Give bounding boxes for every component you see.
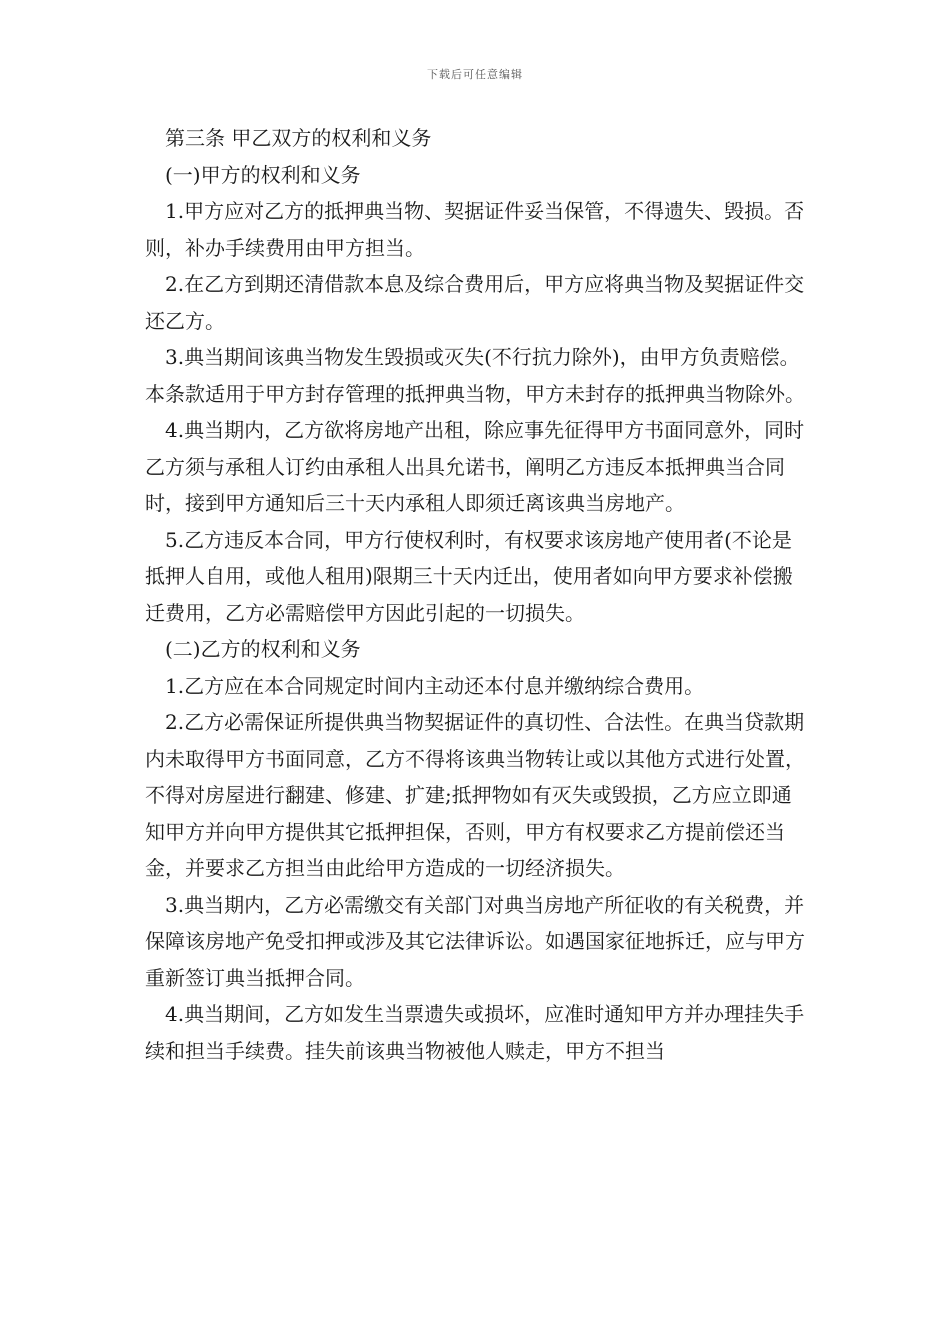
party-a-clause-3: 3.典当期间该典当物发生毁损或灭失(不行抗力除外)，由甲方负责赔偿。本条款适用于甲方封存管理的抵押典当物，甲方未封存的抵押典当物除外。 <box>145 345 805 406</box>
party-a-clause-5: 5.乙方违反本合同，甲方行使权利时，有权要求该房地产使用者(不论是抵押人自用，或他人租用)限期三十天内迁出，使用者如向甲方要求补偿搬迁费用，乙方必需赔偿甲方因此引起的一切损失。 <box>145 527 793 625</box>
party-b-clause-3: 3.典当期内，乙方必需缴交有关部门对典当房地产所征收的有关税费，并保障该房地产免受扣押或涉及其它法律诉讼。如遇国家征地拆迁，应与甲方重新签订典当抵押合同。 <box>145 892 805 990</box>
party-a-clause-4: 4.典当期内，乙方欲将房地产出租，除应事先征得甲方书面同意外，同时乙方须与承租人订约由承租人出具允诺书，阐明乙方违反本抵押典当合同时，接到甲方通知后三十天内承租人即须迁离该典当房地产。 <box>145 418 805 515</box>
article-title: 第三条 甲乙双方的权利和义务 <box>165 126 432 150</box>
document-body <box>145 120 810 1069</box>
header-note: 下载后可任意编辑 <box>427 68 523 81</box>
section-heading-party-b: (二)乙方的权利和义务 <box>165 637 361 661</box>
party-b-clause-1: 1.乙方应在本合同规定时间内主动还本付息并缴纳综合费用。 <box>165 673 705 698</box>
party-a-clause-1: 1.甲方应对乙方的抵押典当物、契据证件妥当保管，不得遗失、毁损。否则，补办手续费用由甲方担当。 <box>145 199 805 260</box>
party-b-clause-4: 4.典当期间，乙方如发生当票遗失或损坏，应准时通知甲方并办理挂失手续和担当手续费。挂失前该典当物被他人赎走，甲方不担当 <box>145 1002 805 1063</box>
party-a-clause-2: 2.在乙方到期还清借款本息及综合费用后，甲方应将典当物及契据证件交还乙方。 <box>145 272 805 333</box>
section-heading-party-a: (一)甲方的权利和义务 <box>165 162 361 187</box>
party-b-clause-2: 2.乙方必需保证所提供典当物契据证件的真切性、合法性。在典当贷款期内未取得甲方书面同意，乙方不得将该典当物转让或以其他方式进行处置，不得对房屋进行翻建、修建、扩建;抵押物如有灭失或毁损，乙方应立即通知甲方并向甲方提供其它抵押担保，否则，甲方有权要求乙方提前偿还当金，并要求乙方担当由此给甲方造成的一切经济损失。 <box>145 710 805 880</box>
